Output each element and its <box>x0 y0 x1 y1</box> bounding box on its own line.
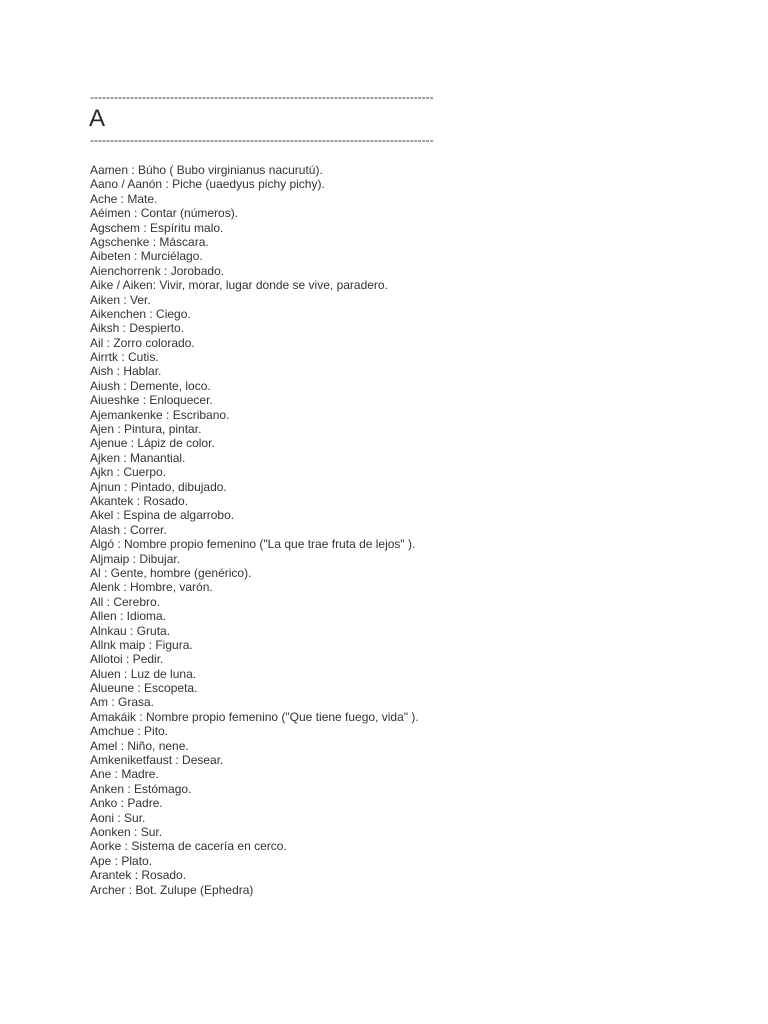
dictionary-entry: Agschem : Espíritu malo. <box>90 220 224 235</box>
dictionary-entry: Aibeten : Murciélago. <box>90 249 203 264</box>
dictionary-entry: Ajen : Pintura, pintar. <box>90 422 202 437</box>
dictionary-entry: Aish : Hablar. <box>90 364 162 379</box>
dictionary-entry: Agschenke : Máscara. <box>90 234 209 249</box>
dictionary-entry: Aonken : Sur. <box>90 824 163 839</box>
dictionary-entry: Aano / Aanón : Piche (uaedyus pichy pichy). <box>90 177 325 192</box>
top-separator: -------------------------------------------------------------------------------------- <box>90 90 434 104</box>
dictionary-entry: Aiueshke : Enloquecer. <box>90 393 213 408</box>
dictionary-entry: Aike / Aiken: Vivir, morar, lugar donde se vive, paradero. <box>90 278 388 293</box>
dictionary-entry: Arantek : Rosado. <box>90 868 187 883</box>
dictionary-entry: Allen : Idioma. <box>90 609 167 624</box>
dictionary-entry: Aiksh : Despierto. <box>90 321 185 336</box>
dictionary-entry: Akantek : Rosado. <box>90 493 189 508</box>
dictionary-entry: Ape : Plato. <box>90 853 153 868</box>
dictionary-entry: Amkeniketfaust : Desear. <box>90 753 224 768</box>
dictionary-entry: Aljmaip : Dibujar. <box>90 551 181 566</box>
dictionary-entry: Alnkau : Gruta. <box>90 623 171 638</box>
dictionary-entry: Alash : Correr. <box>90 522 167 537</box>
dictionary-entry: Aéimen : Contar (números). <box>90 206 239 221</box>
dictionary-entry: Alueune : Escopeta. <box>90 681 198 696</box>
dictionary-entry: Ache : Mate. <box>90 191 158 206</box>
dictionary-entry: Amchue : Pito. <box>90 724 169 739</box>
dictionary-entry: Ajkn : Cuerpo. <box>90 465 167 480</box>
dictionary-entry: Airrtk : Cutis. <box>90 350 159 365</box>
dictionary-entry: Aiush : Demente, loco. <box>90 378 211 393</box>
dictionary-entry: Ajnun : Pintado, dibujado. <box>90 479 227 494</box>
dictionary-entry: Amakáik : Nombre propio femenino ("Que tiene fuego, vida" ). <box>90 709 419 724</box>
dictionary-entry: Ajemankenke : Escribano. <box>90 407 230 422</box>
dictionary-entry: Ajken : Manantial. <box>90 450 186 465</box>
bottom-separator: -------------------------------------------------------------------------------------- <box>90 133 434 147</box>
dictionary-entry: Anko : Padre. <box>90 796 163 811</box>
dictionary-entry: All : Cerebro. <box>90 594 161 609</box>
dictionary-entry: Aoni : Sur. <box>90 810 146 825</box>
dictionary-entry: Alenk : Hombre, varón. <box>90 580 213 595</box>
dictionary-entry: Aamen : Búho ( Bubo virginianus nacurutú). <box>90 163 323 177</box>
dictionary-entry: Akel : Espina de algarrobo. <box>90 508 235 523</box>
dictionary-entry: Aikenchen : Ciego. <box>90 306 191 321</box>
dictionary-entry: Ail : Zorro colorado. <box>90 335 195 350</box>
dictionary-entry: Al : Gente, hombre (genérico). <box>90 565 252 580</box>
dictionary-entry: Aienchorrenk : Jorobado. <box>90 263 225 278</box>
dictionary-entry: Ajenue : Lápiz de color. <box>90 436 215 451</box>
dictionary-entry: Algó : Nombre propio femenino ("La que trae fruta de lejos" ). <box>90 537 416 552</box>
dictionary-entry: Aorke : Sistema de cacería en cerco. <box>90 839 287 854</box>
section-heading: A <box>89 105 106 132</box>
dictionary-entry: Am : Grasa. <box>90 695 155 710</box>
dictionary-entry: Allotoi : Pedir. <box>90 652 164 667</box>
dictionary-entry: Amel : Niño, nene. <box>90 738 189 753</box>
dictionary-entry: Allnk maip : Figura. <box>90 637 193 652</box>
dictionary-entry: Aluen : Luz de luna. <box>90 666 197 681</box>
dictionary-entry: Aiken : Ver. <box>90 292 151 307</box>
dictionary-entry: Ane : Madre. <box>90 767 159 782</box>
dictionary-entry: Anken : Estómago. <box>90 781 192 796</box>
dictionary-entry: Archer : Bot. Zulupe (Ephedra) <box>90 882 254 897</box>
entry-list <box>90 163 419 897</box>
